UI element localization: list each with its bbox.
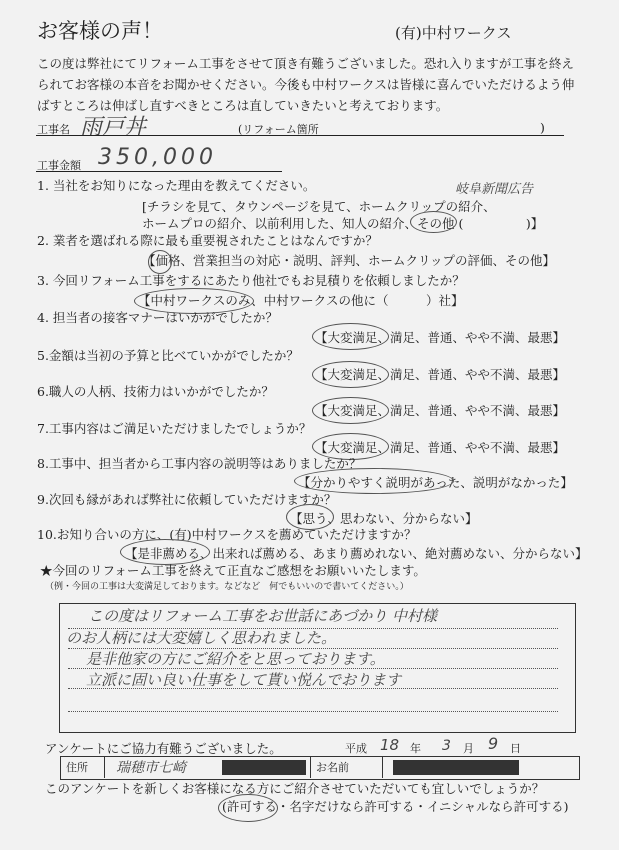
question-10: 10.お知り合いの方に、(有)中村ワークスを薦めていただけますか？ xyxy=(37,527,417,542)
selected-mark xyxy=(120,539,210,565)
answer-options-6: 【大変満足、満足、普通、やや不満、最悪】 xyxy=(315,403,566,418)
date-year-label: 年 xyxy=(410,742,421,755)
address-value: 瑞穂市七崎 xyxy=(116,760,186,776)
divider xyxy=(310,756,311,778)
question-5: 5.金額は当初の予算と比べていかがでしたか？ xyxy=(37,348,299,363)
answer-options-8: 【分かりやすく説明があった、説明がなかった】 xyxy=(298,475,573,490)
intro-line: この度は弊社にてリフォーム工事をさせて頂き有難うございました。恐れ入りますが工事を終え xyxy=(37,56,574,71)
date-year: 18 xyxy=(380,736,400,754)
location-close: ) xyxy=(540,120,545,135)
redaction-bar xyxy=(393,760,519,775)
divider xyxy=(382,756,383,778)
name-label: お名前 xyxy=(316,761,349,774)
question-4: 4. 担当者の接客マナーはいかがでしたか？ xyxy=(37,310,278,325)
date-day-label: 日 xyxy=(510,742,521,755)
selected-mark xyxy=(148,250,172,274)
intro-line: られてお客様の本音をお聞かせください。今後も中村ワークスは皆様に喜んでいただけるよう伸 xyxy=(37,77,575,92)
rule-line xyxy=(68,711,558,712)
address-label: 住所 xyxy=(66,761,88,774)
amount-value: 350,000 xyxy=(98,145,217,170)
rule-line xyxy=(68,648,558,649)
date-month: 3 xyxy=(442,738,451,754)
comment-line: 是非他家の方にご紹介をと思っております。 xyxy=(86,650,385,668)
other-note: 岐阜新聞広告 xyxy=(455,182,534,197)
comment-line: 立派に固い良い仕事をして貰い悦んでおります xyxy=(86,671,402,689)
answer-options-4: 【大変満足、満足、普通、やや不満、最悪】 xyxy=(315,330,566,345)
divider xyxy=(104,756,105,778)
question-8: 8.工事中、担当者から工事内容の説明等はありましたか？ xyxy=(37,456,362,471)
date-era: 平成 xyxy=(345,742,367,755)
answer-options-2: 【価格、営業担当の対応・説明、評判、ホームクリップの評価、その他】 xyxy=(143,253,556,268)
date-month-label: 月 xyxy=(463,742,474,755)
page-title: お客様の声！ xyxy=(37,19,163,43)
selected-mark xyxy=(312,361,389,388)
question-1: 1. 当社をお知りになった理由を教えてください。 xyxy=(37,178,316,193)
company-name: (有)中村ワークス xyxy=(395,24,512,42)
rule-line xyxy=(68,668,558,669)
answer-options-7: 【大変満足、満足、普通、やや不満、最悪】 xyxy=(315,440,566,455)
thanks-text: アンケートにご協力有難うございました。 xyxy=(45,741,282,756)
answer-options-9: 【思う、思わない、分からない】 xyxy=(290,511,478,526)
intro-line: ばすところは伸ばし直すべきところは直していきたいと考えております。 xyxy=(37,98,449,113)
answer-options-1a: [チラシを見て、タウンページを見て、ホームクリップの紹介、 xyxy=(142,199,496,214)
amount-underline xyxy=(36,171,282,172)
date-day: 9 xyxy=(488,734,499,753)
permission-question: このアンケートを新しくお客様になる方にご紹介させていただいても宜しいでしょうか？ xyxy=(45,781,545,796)
answer-options-3: 【中村ワークスのみ、中村ワークスの他に（ ）社】 xyxy=(138,293,464,308)
question-7: 7.工事内容はご満足いただけましたでしょうか？ xyxy=(37,421,312,436)
question-2: 2. 業者を選ばれる際に最も重要視されたことはなんですか？ xyxy=(37,233,378,248)
answer-options-10: 【是非薦める、出来れば薦める、あまり薦めれない、絶対薦めない、分からない】 xyxy=(125,546,588,561)
project-name-value: 雨戸丼 xyxy=(80,115,147,140)
redaction-bar xyxy=(222,760,306,775)
project-name-label: 工事名 xyxy=(37,123,70,136)
question-3: 3. 今回リフォーム工事をするにあたり他社でもお見積りを依頼しましたか？ xyxy=(37,273,465,288)
question-6: 6.職人の人柄、技術力はいかがでしたか？ xyxy=(37,384,274,399)
permission-options: (許可する・名字だけなら許可する・イニシャルなら許可する) xyxy=(222,799,569,814)
project-underline xyxy=(36,135,564,136)
selected-mark xyxy=(218,794,278,822)
answer-options-5: 【大変満足、満足、普通、やや不満、最悪】 xyxy=(315,367,566,382)
location-label: (リフォーム箇所 xyxy=(238,123,319,136)
selected-mark xyxy=(312,323,389,350)
comment-line: この度はリフォーム工事をお世話にあづかり 中村様 xyxy=(88,607,438,625)
selected-mark xyxy=(410,211,457,233)
comment-line: のお人柄には大変嬉しく思われました。 xyxy=(66,629,337,647)
comment-example: （例・今回の工事は大変満足しております。などなど 何でもいいので書いてください。） xyxy=(45,582,409,592)
comment-prompt: ★今回のリフォーム工事を終えて正直なご感想をお願いいたします。 xyxy=(40,563,426,578)
answer-options-1b: ホームプロの紹介、以前利用した、知人の紹介、その他 ( )】 xyxy=(142,216,544,231)
amount-label: 工事金額 xyxy=(37,159,81,172)
selected-mark xyxy=(312,397,389,424)
selected-mark xyxy=(294,468,454,494)
question-9: 9.次回も縁があれば弊社に依頼していただけますか？ xyxy=(37,492,337,507)
